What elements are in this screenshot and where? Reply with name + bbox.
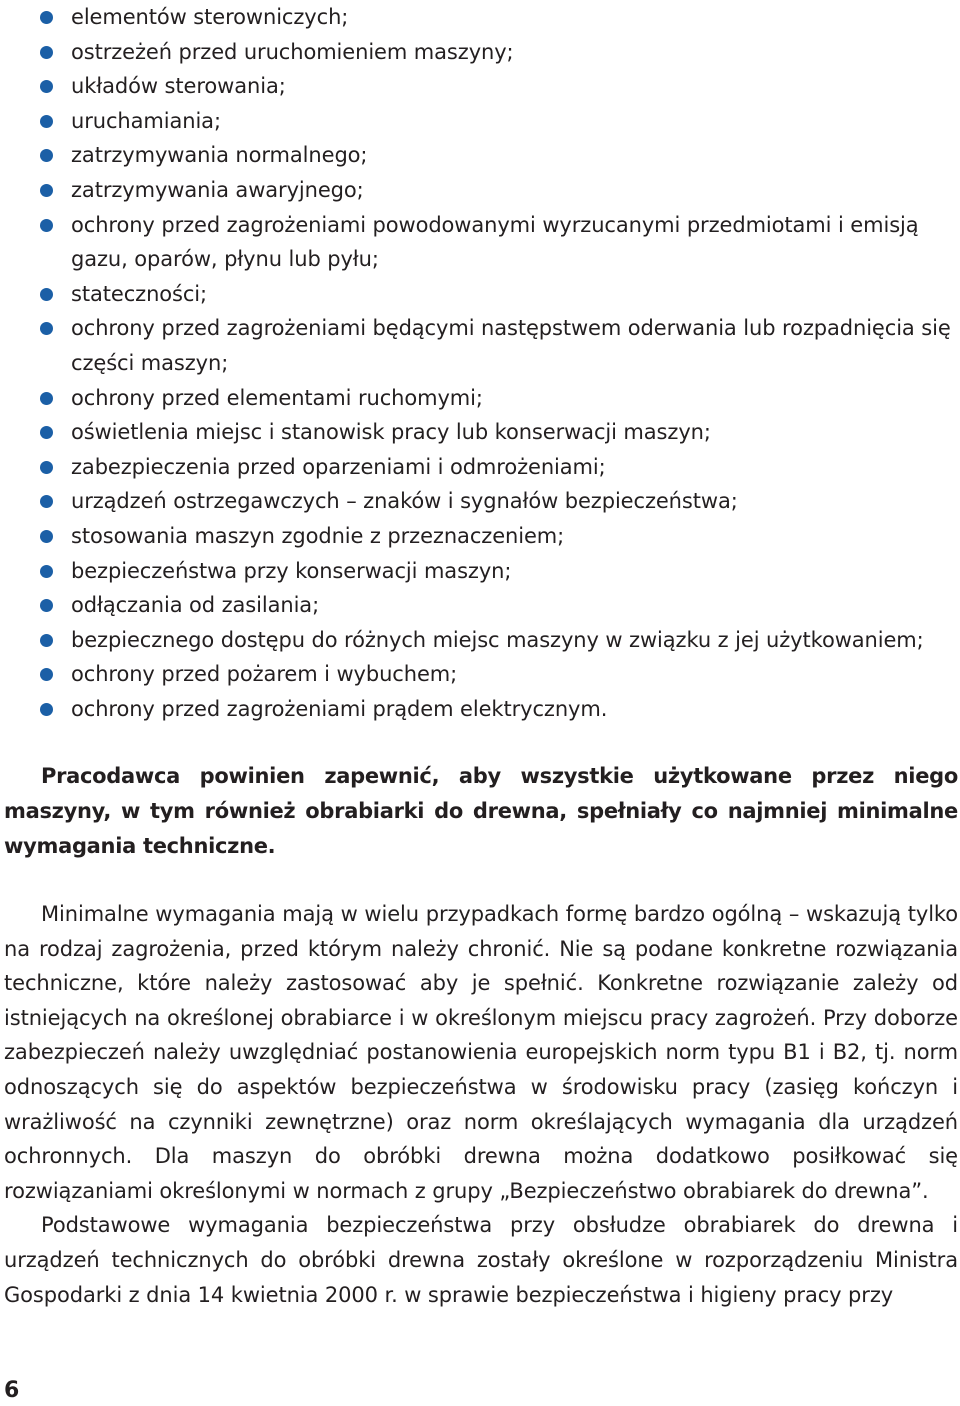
list-item: [0, 623, 960, 658]
bullet-icon: [40, 703, 53, 716]
list-item-text: bezpiecznego dostępu do różnych miejsc maszyny w związku z jej użytkowaniem;: [71, 627, 924, 652]
bullet-icon: [40, 530, 53, 543]
bullet-icon: [40, 426, 53, 439]
bullet-icon: [40, 46, 53, 59]
list-item: [0, 588, 960, 623]
list-item-text: elementów sterowniczych;: [71, 5, 349, 29]
bullet-icon: [40, 634, 53, 647]
list-item: [0, 69, 960, 104]
bullet-icon: [40, 495, 53, 508]
bullet-icon: [40, 219, 53, 232]
list-item-text: zabezpieczenia przed oparzeniami i odmrożeniami;: [71, 454, 606, 479]
list-item-text: ochrony przed pożarem i wybuchem;: [71, 662, 458, 687]
bullet-icon: [40, 288, 53, 301]
list-item: [0, 657, 960, 692]
list-item-text: urządzeń ostrzegawczych – znaków i sygnałów bezpieczeństwa;: [71, 489, 738, 514]
bullet-icon: [40, 392, 53, 405]
list-item: [0, 415, 960, 450]
bullet-icon: [40, 461, 53, 474]
list-item-text: ochrony przed zagrożeniami prądem elektrycznym.: [71, 696, 608, 721]
body-text: [4, 897, 958, 1312]
list-item-text: odłączania od zasilania;: [71, 593, 320, 618]
list-item: [0, 381, 960, 416]
bullet-icon: [40, 599, 53, 612]
bullet-icon: [40, 11, 53, 24]
list-item-text: ochrony przed zagrożeniami powodowanymi wyrzucanymi przedmiotami i emisją gazu, oparów, płynu lub pyłu;: [71, 212, 919, 272]
list-item-text: oświetlenia miejsc i stanowisk pracy lub konserwacji maszyn;: [71, 420, 711, 445]
list-item-text: ochrony przed elementami ruchomymi;: [71, 385, 483, 410]
list-item-text: uruchamiania;: [71, 108, 221, 133]
minimum-requirements-paragraph: Minimalne wymagania mają w wielu przypadkach formę bardzo ogólną – wskazują tylko na rodzaj zagrożenia, przed którym należy chronić. Nie są podane konkretne rozwiązania techniczne, które należy zastosować aby je spełnić. Konkretne rozwiązanie zależy od istniejących na określonej obrabiarce i w określonym miejscu pracy zagrożeń. Przy doborze zabezpieczeń należy uwzględniać postanowienia europejskich norm typu B1 i B2, tj. norm odnoszących się do aspektów bezpieczeństwa w środowisku pracy (zasięg kończyn i wrażliwość na czynniki zewnętrzne) oraz norm określających wymagania dla urządzeń ochronnych. Dla maszyn do obróbki drewna można dodatkowo posiłkować się rozwiązaniami określonymi w normach z grupy „Bezpieczeństwo obrabiarek do drewna”.: [4, 902, 958, 1203]
list-item: [0, 35, 960, 70]
list-item-text: stosowania maszyn zgodnie z przeznaczeniem;: [71, 523, 565, 548]
list-item: [0, 484, 960, 519]
list-item: [0, 277, 960, 312]
list-item-text: ostrzeżeń przed uruchomieniem maszyny;: [71, 39, 514, 64]
list-item-text: układów sterowania;: [71, 74, 286, 99]
list-item: [0, 311, 960, 380]
page-number: 6: [4, 1378, 20, 1403]
bullet-icon: [40, 115, 53, 128]
list-item: [0, 208, 960, 277]
list-item-text: ochrony przed zagrożeniami będącymi następstwem oderwania lub rozpadnięcia się części maszyn;: [71, 316, 951, 375]
list-item: [0, 104, 960, 139]
list-item: [0, 450, 960, 485]
list-item: [0, 692, 960, 727]
list-item-text: zatrzymywania awaryjnego;: [71, 177, 364, 202]
basic-requirements-paragraph: Podstawowe wymagania bezpieczeństwa przy obsłudze obrabiarek do drewna i urządzeń technicznych do obróbki drewna zostały określone w rozporządzeniu Ministra Gospodarki z dnia 14 kwietnia 2000 r. w sprawie bezpieczeństwa i higieny pracy przy: [4, 1213, 958, 1307]
bullet-icon: [40, 149, 53, 162]
list-item: [0, 519, 960, 554]
list-item: [0, 138, 960, 173]
bullet-icon: [40, 565, 53, 578]
list-item-text: zatrzymywania normalnego;: [71, 143, 368, 168]
employer-obligation-paragraph: Pracodawca powinien zapewnić, aby wszystkie użytkowane przez niego maszyny, w tym również obrabiarki do drewna, spełniały co najmniej minimalne wymagania techniczne.: [4, 764, 958, 858]
list-item-text: stateczności;: [71, 281, 208, 306]
list-item: [0, 173, 960, 208]
list-item-text: bezpieczeństwa przy konserwacji maszyn;: [71, 558, 512, 583]
list-item: [0, 554, 960, 589]
bullet-icon: [40, 668, 53, 681]
bullet-icon: [40, 184, 53, 197]
bullet-icon: [40, 80, 53, 93]
bullet-icon: [40, 322, 53, 335]
list-item: [0, 0, 960, 35]
